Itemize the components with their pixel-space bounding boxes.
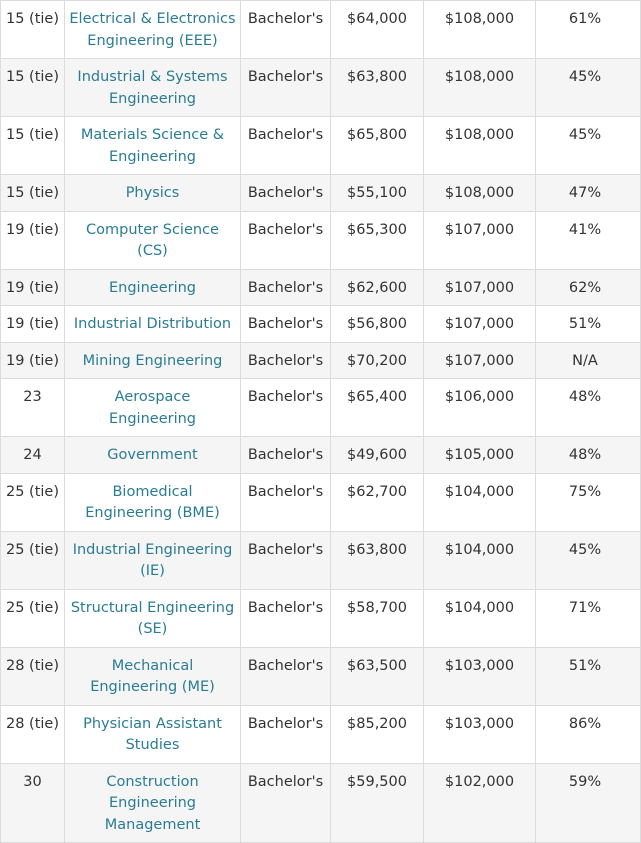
degree-cell: Bachelor's xyxy=(241,117,331,175)
early-career-pay-cell: $85,200 xyxy=(331,705,424,763)
mid-career-pay-cell: $107,000 xyxy=(424,342,536,379)
mid-career-pay-cell: $103,000 xyxy=(424,647,536,705)
mid-career-pay-cell: $108,000 xyxy=(424,117,536,175)
major-link[interactable]: Engineering xyxy=(65,269,241,306)
high-meaning-cell: 61% xyxy=(536,1,641,59)
degree-cell: Bachelor's xyxy=(241,763,331,843)
major-link[interactable]: Industrial Distribution xyxy=(65,306,241,343)
table-row xyxy=(1,175,641,212)
early-career-pay-cell: $65,800 xyxy=(331,117,424,175)
rank-cell: 19 (tie) xyxy=(1,342,65,379)
rank-cell: 30 xyxy=(1,763,65,843)
table-row xyxy=(1,59,641,117)
rank-cell: 25 (tie) xyxy=(1,589,65,647)
early-career-pay-cell: $62,600 xyxy=(331,269,424,306)
degree-cell: Bachelor's xyxy=(241,437,331,474)
table-row xyxy=(1,705,641,763)
rank-cell: 15 (tie) xyxy=(1,175,65,212)
major-link[interactable]: Physician Assistant Studies xyxy=(65,705,241,763)
early-career-pay-cell: $65,300 xyxy=(331,211,424,269)
table-row xyxy=(1,379,641,437)
table-row xyxy=(1,1,641,59)
degree-cell: Bachelor's xyxy=(241,379,331,437)
high-meaning-cell: 45% xyxy=(536,117,641,175)
degree-cell: Bachelor's xyxy=(241,705,331,763)
high-meaning-cell: 45% xyxy=(536,59,641,117)
high-meaning-cell: 51% xyxy=(536,306,641,343)
high-meaning-cell: 86% xyxy=(536,705,641,763)
rank-cell: 28 (tie) xyxy=(1,647,65,705)
table-body xyxy=(1,1,641,843)
rank-cell: 19 (tie) xyxy=(1,269,65,306)
degree-cell: Bachelor's xyxy=(241,342,331,379)
rank-cell: 23 xyxy=(1,379,65,437)
rank-cell: 15 (tie) xyxy=(1,117,65,175)
mid-career-pay-cell: $105,000 xyxy=(424,437,536,474)
degree-cell: Bachelor's xyxy=(241,59,331,117)
rank-cell: 19 (tie) xyxy=(1,211,65,269)
rank-cell: 28 (tie) xyxy=(1,705,65,763)
high-meaning-cell: 48% xyxy=(536,379,641,437)
early-career-pay-cell: $62,700 xyxy=(331,473,424,531)
degree-cell: Bachelor's xyxy=(241,473,331,531)
mid-career-pay-cell: $107,000 xyxy=(424,269,536,306)
early-career-pay-cell: $56,800 xyxy=(331,306,424,343)
mid-career-pay-cell: $104,000 xyxy=(424,589,536,647)
table-row xyxy=(1,531,641,589)
high-meaning-cell: 41% xyxy=(536,211,641,269)
major-link[interactable]: Construction Engineering Management xyxy=(65,763,241,843)
mid-career-pay-cell: $108,000 xyxy=(424,175,536,212)
high-meaning-cell: 62% xyxy=(536,269,641,306)
table-row xyxy=(1,647,641,705)
rank-cell: 15 (tie) xyxy=(1,59,65,117)
major-link[interactable]: Biomedical Engineering (BME) xyxy=(65,473,241,531)
high-meaning-cell: 47% xyxy=(536,175,641,212)
degree-cell: Bachelor's xyxy=(241,531,331,589)
major-link[interactable]: Electrical & Electronics Engineering (EEE) xyxy=(65,1,241,59)
early-career-pay-cell: $63,800 xyxy=(331,59,424,117)
mid-career-pay-cell: $104,000 xyxy=(424,531,536,589)
degree-cell: Bachelor's xyxy=(241,306,331,343)
major-link[interactable]: Government xyxy=(65,437,241,474)
early-career-pay-cell: $59,500 xyxy=(331,763,424,843)
rank-cell: 25 (tie) xyxy=(1,531,65,589)
table-row xyxy=(1,763,641,843)
mid-career-pay-cell: $103,000 xyxy=(424,705,536,763)
degree-cell: Bachelor's xyxy=(241,647,331,705)
table-row xyxy=(1,306,641,343)
mid-career-pay-cell: $108,000 xyxy=(424,59,536,117)
mid-career-pay-cell: $106,000 xyxy=(424,379,536,437)
degree-cell: Bachelor's xyxy=(241,269,331,306)
degree-cell: Bachelor's xyxy=(241,211,331,269)
table-row xyxy=(1,269,641,306)
degree-cell: Bachelor's xyxy=(241,589,331,647)
high-meaning-cell: 75% xyxy=(536,473,641,531)
major-link[interactable]: Mining Engineering xyxy=(65,342,241,379)
high-meaning-cell: 59% xyxy=(536,763,641,843)
major-link[interactable]: Mechanical Engineering (ME) xyxy=(65,647,241,705)
degree-cell: Bachelor's xyxy=(241,1,331,59)
early-career-pay-cell: $55,100 xyxy=(331,175,424,212)
high-meaning-cell: 48% xyxy=(536,437,641,474)
major-link[interactable]: Computer Science (CS) xyxy=(65,211,241,269)
major-link[interactable]: Industrial & Systems Engineering xyxy=(65,59,241,117)
mid-career-pay-cell: $102,000 xyxy=(424,763,536,843)
mid-career-pay-cell: $104,000 xyxy=(424,473,536,531)
early-career-pay-cell: $63,500 xyxy=(331,647,424,705)
mid-career-pay-cell: $108,000 xyxy=(424,1,536,59)
rank-cell: 25 (tie) xyxy=(1,473,65,531)
high-meaning-cell: 71% xyxy=(536,589,641,647)
high-meaning-cell: 45% xyxy=(536,531,641,589)
rank-cell: 19 (tie) xyxy=(1,306,65,343)
early-career-pay-cell: $64,000 xyxy=(331,1,424,59)
early-career-pay-cell: $65,400 xyxy=(331,379,424,437)
degree-cell: Bachelor's xyxy=(241,175,331,212)
mid-career-pay-cell: $107,000 xyxy=(424,211,536,269)
table-row xyxy=(1,437,641,474)
table-row xyxy=(1,117,641,175)
early-career-pay-cell: $49,600 xyxy=(331,437,424,474)
major-link[interactable]: Physics xyxy=(65,175,241,212)
table-row xyxy=(1,473,641,531)
high-meaning-cell: 51% xyxy=(536,647,641,705)
rank-cell: 24 xyxy=(1,437,65,474)
table-row xyxy=(1,342,641,379)
major-link[interactable]: Structural Engineering (SE) xyxy=(65,589,241,647)
major-link[interactable]: Aerospace Engineering xyxy=(65,379,241,437)
high-meaning-cell: N/A xyxy=(536,342,641,379)
major-link[interactable]: Materials Science & Engineering xyxy=(65,117,241,175)
table-row xyxy=(1,589,641,647)
early-career-pay-cell: $70,200 xyxy=(331,342,424,379)
early-career-pay-cell: $63,800 xyxy=(331,531,424,589)
table-row xyxy=(1,211,641,269)
early-career-pay-cell: $58,700 xyxy=(331,589,424,647)
major-link[interactable]: Industrial Engineering (IE) xyxy=(65,531,241,589)
mid-career-pay-cell: $107,000 xyxy=(424,306,536,343)
rank-cell: 15 (tie) xyxy=(1,1,65,59)
